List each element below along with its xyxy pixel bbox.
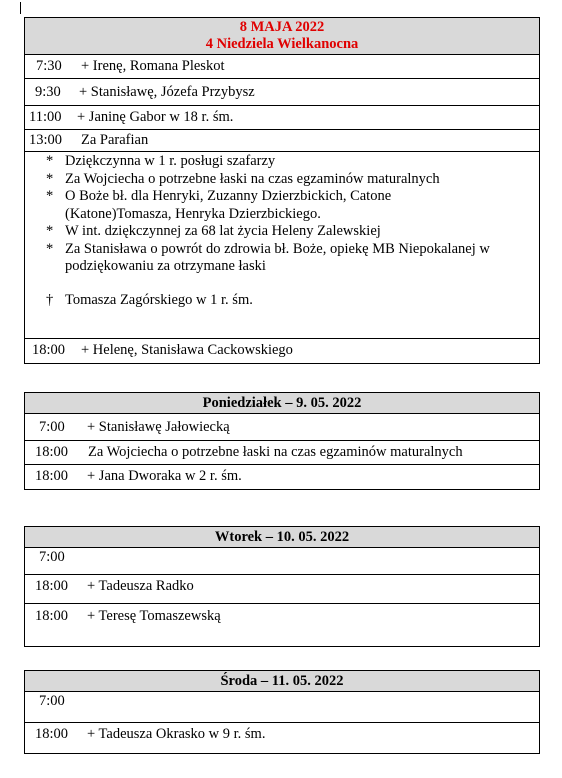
mass-intention: + Jana Dworaka w 2 r. śm. <box>87 468 242 484</box>
intention-text: Dziękczynna w 1 r. posługi szafarzy <box>65 153 276 169</box>
mass-time: 13:00 <box>29 132 63 148</box>
mass-intention: + Stanisławę, Józefa Przybysz <box>79 84 255 100</box>
mass-row <box>25 692 540 723</box>
mass-intention: Za Wojciecha o potrzebne łaski na czas egzaminów maturalnych <box>88 444 463 460</box>
mass-intention: + Teresę Tomaszewską <box>87 608 221 624</box>
monday-header <box>25 393 540 414</box>
intention-list <box>25 153 539 276</box>
mass-time: 7:30 <box>36 58 62 74</box>
mass-row <box>25 106 540 130</box>
sunday-header <box>25 18 540 55</box>
mass-intention: + Tadeusza Okrasko w 9 r. śm. <box>87 726 266 742</box>
mass-time: 18:00 <box>35 468 69 484</box>
mass-intention: Za Parafian <box>81 132 149 148</box>
mass-time: 7:00 <box>39 693 65 709</box>
mass-row <box>25 441 540 465</box>
text-cursor <box>20 2 21 14</box>
mass-time: 18:00 <box>35 608 69 624</box>
list-item <box>41 241 539 276</box>
sunday-date: 8 MAJA 2022 <box>239 19 325 35</box>
intention-text: O Boże bł. dla Henryki, Zuzanny Dzierzbickich, Catone (Katone)Tomasza, Henryka Dzierzbickiego. <box>65 188 392 222</box>
tuesday-schedule-table <box>24 526 540 647</box>
intention-text: W int. dziękczynnej za 68 lat życia Heleny Zalewskiej <box>65 223 381 239</box>
monday-schedule-table <box>24 392 540 490</box>
asterisk-marker: * <box>46 223 54 239</box>
tuesday-header <box>25 527 540 548</box>
intention-text: Za Stanisława o powrót do zdrowia bł. Boże, opiekę MB Niepokalanej w podziękowaniu za otrzymane łaski <box>65 240 490 274</box>
mass-intention: + Helenę, Stanisława Cackowskiego <box>81 342 293 358</box>
sunday-schedule-table <box>24 17 540 364</box>
mass-row <box>25 414 540 441</box>
mass-intention: + Irenę, Romana Pleskot <box>81 58 225 74</box>
mass-time: 18:00 <box>35 726 69 742</box>
asterisk-marker: * <box>46 188 54 204</box>
mass-time: 18:00 <box>32 342 66 358</box>
asterisk-marker: * <box>46 240 54 257</box>
intention-text: Tomasza Zagórskiego w 1 r. śm. <box>65 291 253 308</box>
mass-time: 18:00 <box>35 578 69 594</box>
wednesday-header <box>25 671 540 692</box>
mass-row <box>25 130 540 152</box>
mass-row <box>25 465 540 490</box>
list-item <box>41 153 539 171</box>
wednesday-schedule-table <box>24 670 540 754</box>
mass-row <box>25 548 540 575</box>
asterisk-marker: * <box>46 170 54 187</box>
day-title: Wtorek – 10. 05. 2022 <box>214 529 350 545</box>
mass-row <box>25 604 540 647</box>
cross-marker: † <box>46 291 54 308</box>
mass-time: 7:00 <box>39 549 65 565</box>
mass-row <box>25 575 540 604</box>
sunday-name: 4 Niedziela Wielkanocna <box>205 36 359 52</box>
day-title: Poniedziałek – 9. 05. 2022 <box>202 395 362 411</box>
mass-intention: + Janinę Gabor w 18 r. śm. <box>77 109 234 125</box>
asterisk-marker: * <box>46 153 54 169</box>
mass-time: 11:00 <box>29 109 62 125</box>
mass-time: 7:00 <box>39 419 65 435</box>
list-item <box>41 188 539 223</box>
mass-row <box>25 723 540 754</box>
list-item <box>41 171 539 189</box>
list-item <box>41 223 539 241</box>
mass-intention: + Tadeusza Radko <box>87 578 194 594</box>
mass-time: 9:30 <box>35 84 61 100</box>
deceased-list <box>25 292 539 310</box>
day-title: Środa – 11. 05. 2022 <box>220 673 344 689</box>
mass-row <box>25 339 540 364</box>
mass-time: 18:00 <box>35 444 69 460</box>
mass-intention: + Stanisławę Jałowiecką <box>87 419 230 435</box>
extra-intentions-cell <box>25 152 540 339</box>
intention-text: Za Wojciecha o potrzebne łaski na czas egzaminów maturalnych <box>65 170 440 187</box>
mass-row <box>25 55 540 79</box>
mass-row <box>25 79 540 106</box>
list-item <box>41 292 539 310</box>
